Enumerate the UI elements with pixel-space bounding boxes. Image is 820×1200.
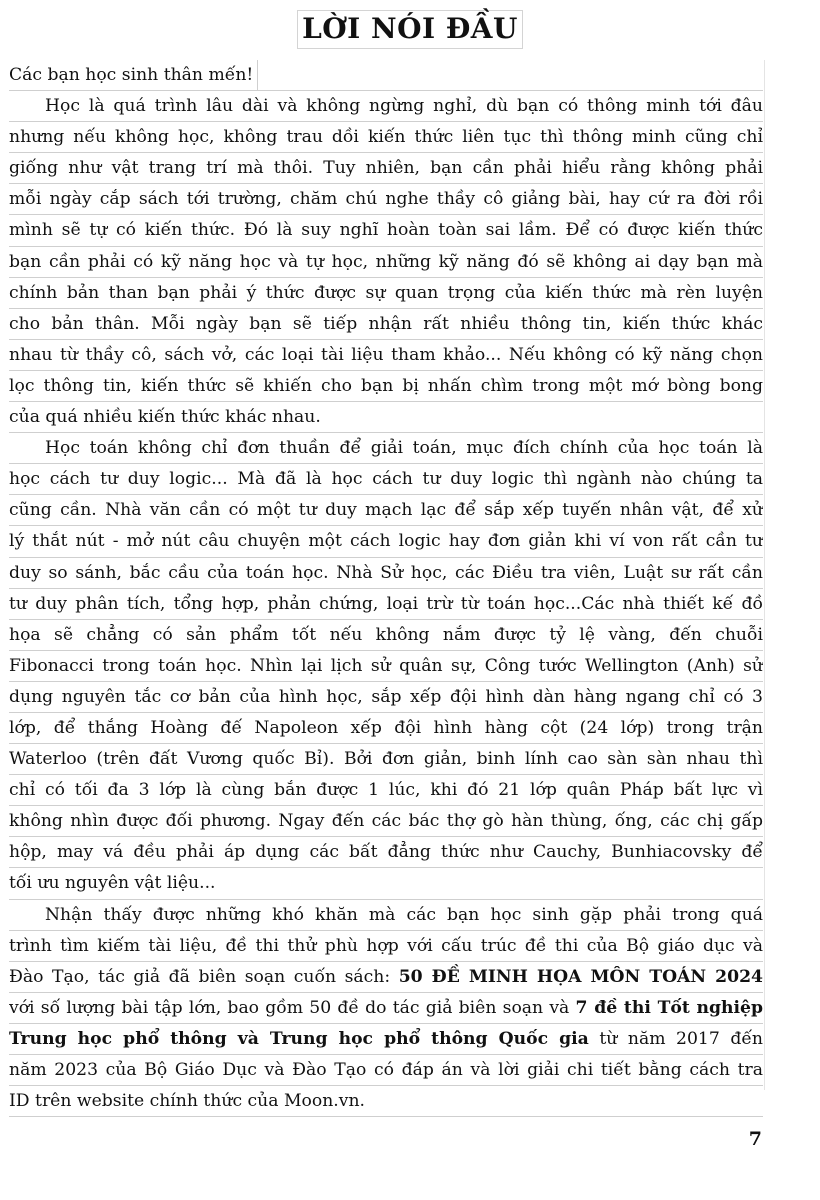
paragraph-text: với số lượng bài tập lớn, bao gồm 50 đề do tác giả biên soạn và bbox=[9, 997, 576, 1018]
paragraph-1 bbox=[9, 91, 763, 433]
book-title-bold: 50 ĐỀ MINH HỌA MÔN TOÁN 2024 bbox=[398, 966, 763, 987]
paragraph-line bbox=[9, 962, 763, 993]
paragraph-line: Fibonacci trong toán học. Nhìn lại lịch sử quân sự, Công tước Wellington (Anh) sử bbox=[9, 651, 763, 682]
paragraph-line: giống như vật trang trí mà thôi. Tuy nhiên, bạn cần phải hiểu rằng không phải bbox=[9, 153, 763, 184]
paragraph-2 bbox=[9, 433, 763, 899]
paragraph-line: duy so sánh, bắc cầu của toán học. Nhà Sử học, các Điều tra viên, Luật sư rất cần bbox=[9, 558, 763, 589]
paragraph-line: của quá nhiều kiến thức khác nhau. bbox=[9, 402, 763, 433]
paragraph-line: dụng nguyên tắc cơ bản của hình học, sắp xếp đội hình dàn hàng ngang chỉ có 3 bbox=[9, 682, 763, 713]
paragraph-line: tư duy phân tích, tổng hợp, phản chứng, loại trừ từ toán học...Các nhà thiết kế đồ bbox=[9, 589, 763, 620]
paragraph-line: Học là quá trình lâu dài và không ngừng nghỉ, dù bạn có thông minh tới đâu bbox=[9, 91, 763, 122]
paragraph-line: chỉ có tối đa 3 lớp là cùng bắn được 1 lúc, khi đó 21 lớp quân Pháp bất lực vì bbox=[9, 775, 763, 806]
page-number: 7 bbox=[748, 1128, 762, 1150]
paragraph-line: hộp, may vá đều phải áp dụng các bất đẳng thức như Cauchy, Bunhiacovsky để bbox=[9, 837, 763, 868]
paragraph-3 bbox=[9, 900, 763, 1118]
paragraph-line: bạn cần phải có kỹ năng học và tự học, những kỹ năng đó sẽ không ai dạy bạn mà bbox=[9, 247, 763, 278]
paragraph-line: họa sẽ chẳng có sản phẩm tốt nếu không nắm được tỷ lệ vàng, đến chuỗi bbox=[9, 620, 763, 651]
paragraph-line: cũng cần. Nhà văn cần có một tư duy mạch lạc để sắp xếp tuyến nhân vật, để xử bbox=[9, 495, 763, 526]
paragraph-line: Nhận thấy được những khó khăn mà các bạn học sinh gặp phải trong quá bbox=[9, 900, 763, 931]
margin-rule bbox=[764, 60, 765, 1090]
paragraph-line: Waterloo (trên đất Vương quốc Bỉ). Bởi đơn giản, binh lính cao sàn sàn nhau thì bbox=[9, 744, 763, 775]
paragraph-line: nhau từ thầy cô, sách vở, các loại tài liệu tham khảo... Nếu không có kỹ năng chọn bbox=[9, 340, 763, 371]
paragraph-text: Đào Tạo, tác giả đã biên soạn cuốn sách: bbox=[9, 966, 399, 987]
page-title-text: LỜI NÓI ĐẦU bbox=[297, 10, 523, 49]
page-title bbox=[0, 10, 820, 49]
paragraph-line: chính bản than bạn phải ý thức được sự quan trọng của kiến thức mà rèn luyện bbox=[9, 278, 763, 309]
paragraph-line: cho bản thân. Mỗi ngày bạn sẽ tiếp nhận rất nhiều thông tin, kiến thức khác bbox=[9, 309, 763, 340]
paragraph-line: học cách tư duy logic... Mà đã là học cách tư duy logic thì ngành nào chúng ta bbox=[9, 464, 763, 495]
greeting-line bbox=[9, 60, 763, 91]
paragraph-line bbox=[9, 1024, 763, 1055]
paragraph-line: lọc thông tin, kiến thức sẽ khiến cho bạn bị nhấn chìm trong một mớ bòng bong bbox=[9, 371, 763, 402]
paragraph-line: mỗi ngày cắp sách tới trường, chăm chú nghe thầy cô giảng bài, hay cứ ra đời rồi bbox=[9, 184, 763, 215]
greeting-text: Các bạn học sinh thân mến! bbox=[9, 60, 258, 90]
paragraph-line: không nhìn được đối phương. Ngay đến các bác thợ gò hàn thùng, ống, các chị gấp bbox=[9, 806, 763, 837]
paragraph-line: lớp, để thắng Hoàng đế Napoleon xếp đội hình hàng cột (24 lớp) trong trận bbox=[9, 713, 763, 744]
paragraph-line: tối ưu nguyên vật liệu... bbox=[9, 868, 763, 899]
paragraph-line: mình sẽ tự có kiến thức. Đó là suy nghĩ hoàn toàn sai lầm. Để có được kiến thức bbox=[9, 215, 763, 246]
paragraph-line bbox=[9, 993, 763, 1024]
paragraph-line: nhưng nếu không học, không trau dồi kiến thức liên tục thì thông minh cũng chỉ bbox=[9, 122, 763, 153]
paragraph-text: từ năm 2017 đến bbox=[588, 1028, 763, 1049]
preface-body bbox=[9, 60, 763, 1117]
exam-count-bold: 7 đề thi Tốt nghiệp bbox=[575, 997, 763, 1018]
paragraph-line: năm 2023 của Bộ Giáo Dục và Đào Tạo có đáp án và lời giải chi tiết bằng cách tra bbox=[9, 1055, 763, 1086]
paragraph-line: trình tìm kiếm tài liệu, đề thi thử phù hợp với cấu trúc đề thi của Bộ giáo dục và bbox=[9, 931, 763, 962]
paragraph-line: lý thắt nút - mở nút câu chuyện một cách logic hay đơn giản khi ví von rất cần tư bbox=[9, 526, 763, 557]
paragraph-line: Học toán không chỉ đơn thuần để giải toán, mục đích chính của học toán là bbox=[9, 433, 763, 464]
paragraph-line: ID trên website chính thức của Moon.vn. bbox=[9, 1086, 763, 1117]
exam-type-bold: Trung học phổ thông và Trung học phổ thông Quốc gia bbox=[9, 1028, 589, 1049]
